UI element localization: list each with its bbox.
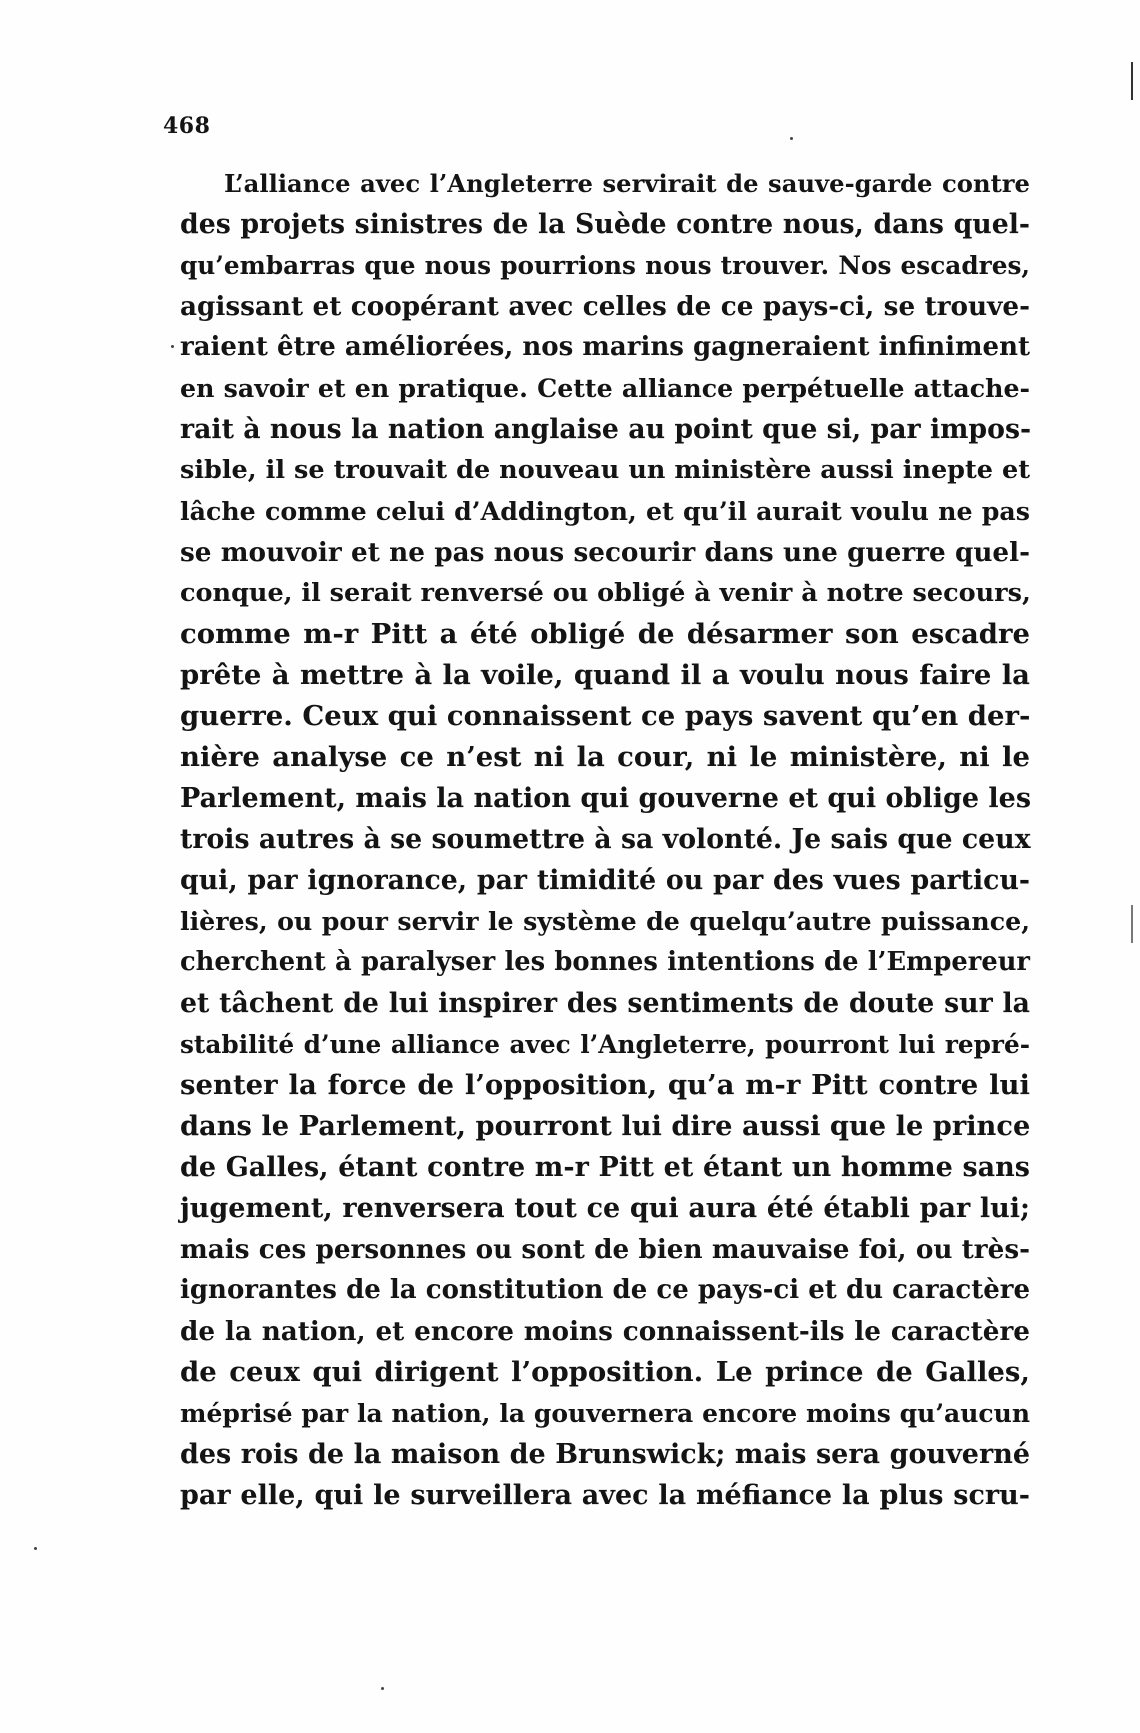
text-line: raient être améliorées, nos marins gagneraient infiniment [180,332,1030,362]
text-line: senter la force de l’opposition, qu’a m-r Pitt contre lui [180,1069,1030,1101]
scan-speck [34,1547,37,1550]
text-line: stabilité d’une alliance avec l’Angleterre, pourront lui repré- [180,1030,1030,1059]
text-line: lâche comme celui d’Addington, et qu’il aurait voulu ne pas [180,496,1030,526]
scan-speck [790,137,793,140]
text-line: jugement, renversera tout ce qui aura été établi par lui; [180,1193,1030,1224]
text-line: mais ces personnes ou sont de bien mauvaise foi, ou très- [180,1234,1030,1265]
text-line: agissant et coopérant avec celles de ce pays-ci, se trouve- [180,291,1030,322]
text-line: de Galles, étant contre m-r Pitt et étant un homme sans [180,1152,1030,1183]
text-line: nière analyse ce n’est ni la cour, ni le ministère, ni le [180,741,1030,773]
page-number: 468 [163,113,211,139]
text-line: trois autres à se soumettre à sa volonté. Je sais que ceux [180,824,1031,855]
scan-speck [381,1687,384,1690]
text-line: par elle, qui le surveillera avec la méfiance la plus scru- [180,1480,1030,1511]
text-line: de ceux qui dirigent l’opposition. Le prince de Galles, [180,1356,1030,1388]
text-line: des projets sinistres de la Suède contre nous, dans quel- [180,209,1030,240]
text-line: conque, il serait renversé ou obligé à venir à notre secours, [180,578,1031,608]
text-line: sible, il se trouvait de nouveau un ministère aussi inepte et [180,455,1030,485]
text-line: ignorantes de la constitution de ce pays-ci et du caractère [180,1275,1030,1305]
text-line: cherchent à paralyser les bonnes intentions de l’Empereur [180,947,1030,977]
text-line: des rois de la maison de Brunswick; mais sera gouverné [180,1439,1030,1470]
text-line: se mouvoir et ne pas nous secourir dans une guerre quel- [180,537,1030,568]
text-line: prête à mettre à la voile, quand il a voulu nous faire la [180,659,1030,691]
scan-edge-mark [1131,62,1133,100]
text-line: lières, ou pour servir le système de quelqu’autre puissance, [180,906,1030,936]
text-line: guerre. Ceux qui connaissent ce pays savent qu’en der- [180,700,1031,732]
text-line: méprisé par la nation, la gouvernera encore moins qu’aucun [180,1399,1030,1428]
text-line: Parlement, mais la nation qui gouverne et qui oblige les [180,783,1032,814]
text-line: qu’embarras que nous pourrions nous trouver. Nos escadres, [180,251,1030,280]
text-line: de la nation, et encore moins connaissent-ils le caractère [180,1316,1030,1347]
text-line: qui, par ignorance, par timidité ou par des vues particu- [180,865,1030,896]
text-line: L’alliance avec l’Angleterre servirait de sauve-garde contre [224,169,1030,198]
body-text [180,163,1030,1516]
text-line: et tâchent de lui inspirer des sentiments de doute sur la [180,988,1030,1019]
scan-edge-mark [1131,905,1133,943]
text-line: rait à nous la nation anglaise au point que si, par impos- [180,414,1032,445]
text-line: dans le Parlement, pourront lui dire aussi que le prince [180,1110,1031,1142]
text-line: en savoir et en pratique. Cette alliance perpétuelle attache- [180,373,1030,403]
text-line: comme m-r Pitt a été obligé de désarmer son escadre [180,618,1030,650]
scan-speck [171,345,174,348]
